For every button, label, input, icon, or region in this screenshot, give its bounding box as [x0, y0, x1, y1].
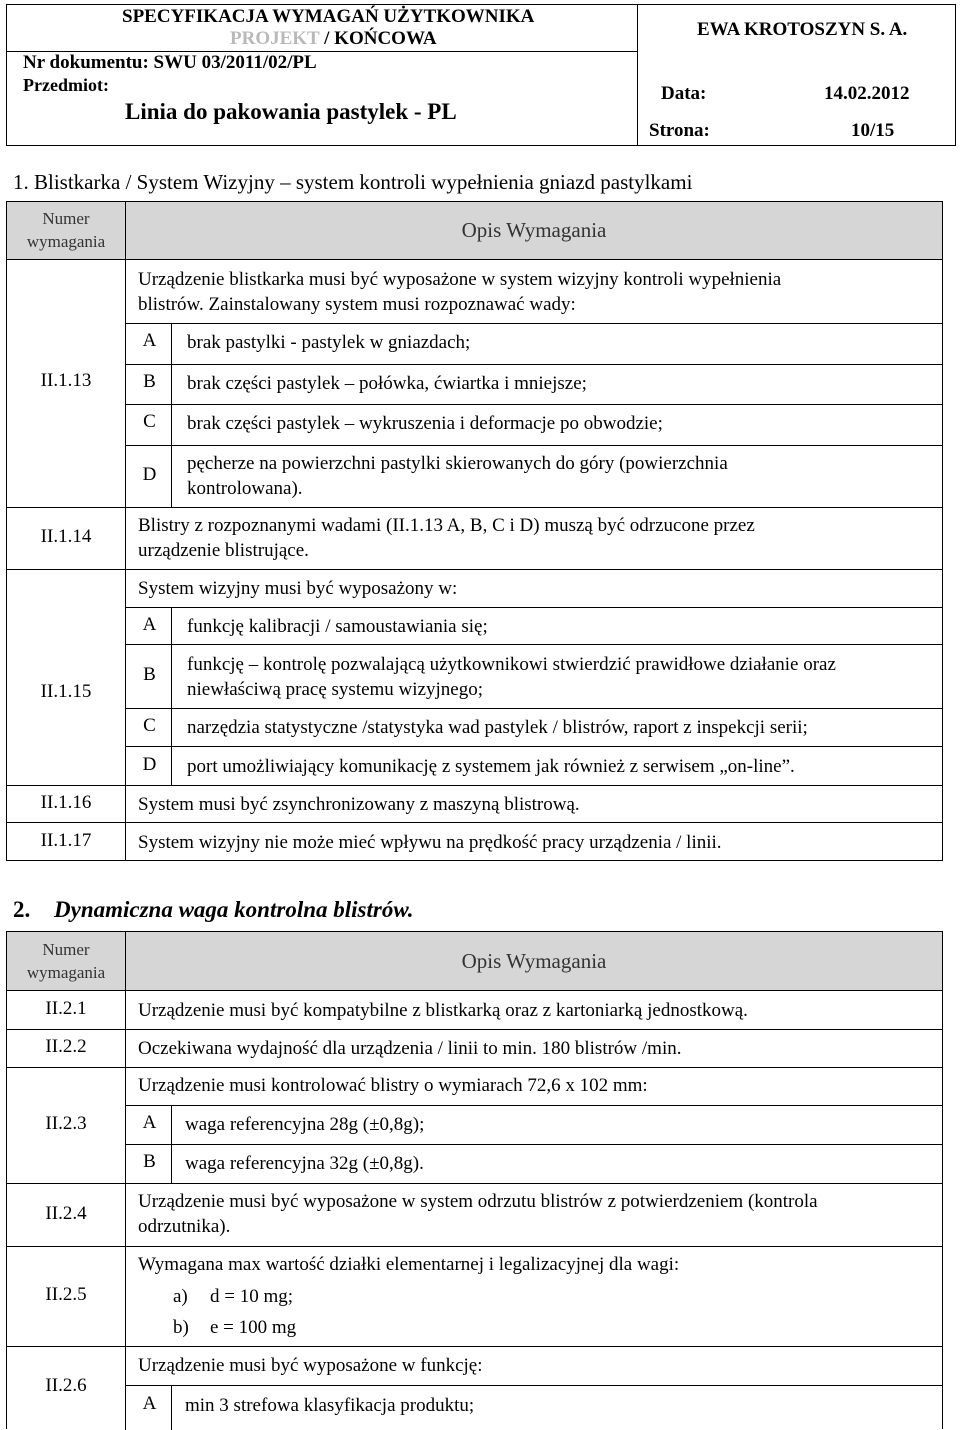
req-intro-line1: Urządzenie blistkarka musi być wyposażone w system wizyjny kontroli wypełnienia — [138, 269, 782, 290]
req-number: II.2.2 — [45, 1036, 87, 1057]
header-opis-wymagania: Opis Wymagania — [461, 218, 607, 242]
req-number: II.2.3 — [45, 1113, 87, 1134]
req-number: II.2.1 — [45, 998, 87, 1019]
item-letter: C — [143, 715, 156, 736]
item-text: brak pastylki - pastylek w gniazdach; — [187, 332, 471, 353]
header-numer-wymagania — [7, 207, 125, 253]
item-text-line1: funkcję – kontrolę pozwalającą użytkownikowi stwierdzić prawidłowe działanie oraz — [187, 654, 836, 675]
company-name: EWA KROTOSZYN S. A. — [697, 19, 908, 40]
req-text: Oczekiwana wydajność dla urządzenia / linii to min. 180 blistrów /min. — [138, 1038, 682, 1059]
section1-title: 1. Blistkarka / System Wizyjny – system kontroli wypełnienia gniazd pastylkami — [13, 170, 693, 194]
status-projekt: PROJEKT — [230, 28, 320, 49]
divider — [126, 746, 942, 747]
section2-title — [13, 897, 414, 923]
item-text: brak części pastylek – wykruszenia i deformacje po obwodzie; — [187, 413, 663, 434]
table1-header-line — [7, 259, 942, 260]
date-value: 14.02.2012 — [824, 83, 910, 104]
requirements-table-1 — [6, 201, 943, 861]
req-intro-line2: blistrów. Zainstalowany system musi rozpoznawać wady: — [138, 294, 576, 315]
item-text-line2: kontrolowana). — [187, 478, 303, 499]
row-divider — [7, 507, 942, 508]
divider — [126, 404, 942, 405]
item-text: d = 10 mg; — [210, 1286, 294, 1307]
req-number: II.1.13 — [40, 370, 92, 391]
item-letter: b) — [173, 1317, 189, 1338]
header-numer-wymagania — [7, 938, 125, 984]
row-divider — [7, 1246, 942, 1247]
header-opis-wymagania: Opis Wymagania — [461, 949, 607, 973]
row-divider — [7, 1183, 942, 1184]
item-text: funkcję kalibracji / samoustawiania się; — [187, 616, 488, 637]
item-letter: A — [142, 1112, 157, 1133]
req-number: II.1.14 — [40, 526, 92, 547]
header-numer-line1: Numer — [42, 209, 90, 228]
req-number: II.1.15 — [40, 681, 92, 702]
req-text: System wizyjny nie może mieć wpływu na prędkość pracy urządzenia / linii. — [138, 832, 722, 853]
item-text: brak części pastylek – połówka, ćwiartka i mniejsze; — [187, 373, 587, 394]
section2-title-text: Dynamiczna waga kontrolna blistrów. — [54, 897, 414, 922]
item-text: waga referencyjna 28g (±0,8g); — [185, 1114, 425, 1135]
req-intro: Urządzenie musi kontrolować blistry o wymiarach 72,6 x 102 mm: — [138, 1075, 648, 1096]
req-intro: System wizyjny musi być wyposażony w: — [138, 578, 458, 599]
item-letter: D — [142, 464, 157, 485]
table2-header-line — [7, 990, 942, 991]
row-divider — [7, 1346, 942, 1347]
req-text-line1: Urządzenie musi być wyposażone w system odrzutu blistrów z potwierdzeniem (kontrola — [138, 1191, 818, 1212]
document-header — [6, 4, 956, 146]
row-divider — [7, 569, 942, 570]
divider — [126, 708, 942, 709]
req-intro: Wymagana max wartość działki elementarnej i legalizacyjnej dla wagi: — [138, 1254, 680, 1275]
table1-header — [7, 202, 942, 259]
divider — [126, 323, 942, 324]
divider — [126, 607, 942, 608]
req-number: II.2.5 — [45, 1284, 87, 1305]
divider — [126, 364, 942, 365]
subject-title: Linia do pakowania pastylek - PL — [125, 99, 457, 124]
item-letter: C — [143, 411, 156, 432]
item-text: e = 100 mg — [210, 1317, 297, 1338]
item-text: port umożliwiający komunikację z systemem jak również z serwisem „on-line”. — [187, 756, 795, 777]
req-text: Urządzenie musi być kompatybilne z blistkarką oraz z kartoniarką jednostkową. — [138, 1000, 748, 1021]
item-letter: A — [142, 330, 157, 351]
header-numer-line2: wymagania — [26, 232, 106, 251]
item-text: min 3 strefowa klasyfikacja produktu; — [185, 1395, 475, 1416]
item-text-line1: pęcherze na powierzchni pastylki skierowanych do góry (powierzchnia — [187, 453, 728, 474]
row-divider — [7, 1067, 942, 1068]
table2-header — [7, 932, 942, 990]
req-number: II.2.6 — [45, 1375, 87, 1396]
item-letter: B — [143, 664, 156, 685]
divider — [126, 445, 942, 446]
header-numer-line2: wymagania — [26, 963, 106, 982]
item-letter: B — [143, 1151, 156, 1172]
req-intro: Urządzenie musi być wyposażone w funkcję: — [138, 1355, 483, 1376]
item-text-line2: niewłaściwą pracę systemu wizyjnego; — [187, 679, 483, 700]
req-text-line2: odrzutnika). — [138, 1216, 231, 1237]
item-letter: a) — [173, 1286, 188, 1307]
table2-col-divider — [125, 932, 126, 1430]
divider — [126, 644, 942, 645]
header-divider-vertical — [637, 5, 638, 145]
req-text: System musi być zsynchronizowany z maszyną blistrową. — [138, 794, 580, 815]
req-number: II.1.17 — [40, 830, 92, 851]
req-text-line1: Blistry z rozpoznanymi wadami (II.1.13 A, B, C i D) muszą być odrzucone przez — [138, 515, 755, 536]
item-letter: D — [142, 754, 157, 775]
divider — [126, 1105, 942, 1106]
page-label: Strona: — [649, 120, 710, 141]
section2-number: 2. — [13, 897, 31, 922]
spec-title: SPECYFIKACJA WYMAGAŃ UŻYTKOWNIKA — [122, 6, 535, 27]
page-value: 10/15 — [851, 120, 895, 141]
divider — [126, 1385, 942, 1386]
subject-label: Przedmiot: — [23, 75, 109, 95]
requirements-table-2 — [6, 931, 943, 1429]
item-letter: A — [142, 1393, 157, 1414]
document-number: Nr dokumentu: SWU 03/2011/02/PL — [23, 52, 317, 73]
row-divider — [7, 822, 942, 823]
status-koncowa: / KOŃCOWA — [324, 28, 437, 49]
item-text: waga referencyjna 32g (±0,8g). — [185, 1153, 424, 1174]
req-text-line2: urządzenie blistrujące. — [138, 540, 309, 561]
item-text: narzędzia statystyczne /statystyka wad pastylek / blistrów, raport z inspekcji serii; — [187, 717, 808, 738]
row-divider — [7, 785, 942, 786]
item-letter: B — [143, 371, 156, 392]
req-number: II.1.16 — [40, 792, 92, 813]
spec-status — [230, 28, 437, 50]
req-number: II.2.4 — [45, 1203, 87, 1224]
item-letter: A — [142, 614, 157, 635]
date-label: Data: — [661, 83, 707, 104]
divider — [126, 1144, 942, 1145]
row-divider — [7, 1029, 942, 1030]
table1-col-divider — [125, 202, 126, 860]
header-numer-line1: Numer — [42, 940, 90, 959]
